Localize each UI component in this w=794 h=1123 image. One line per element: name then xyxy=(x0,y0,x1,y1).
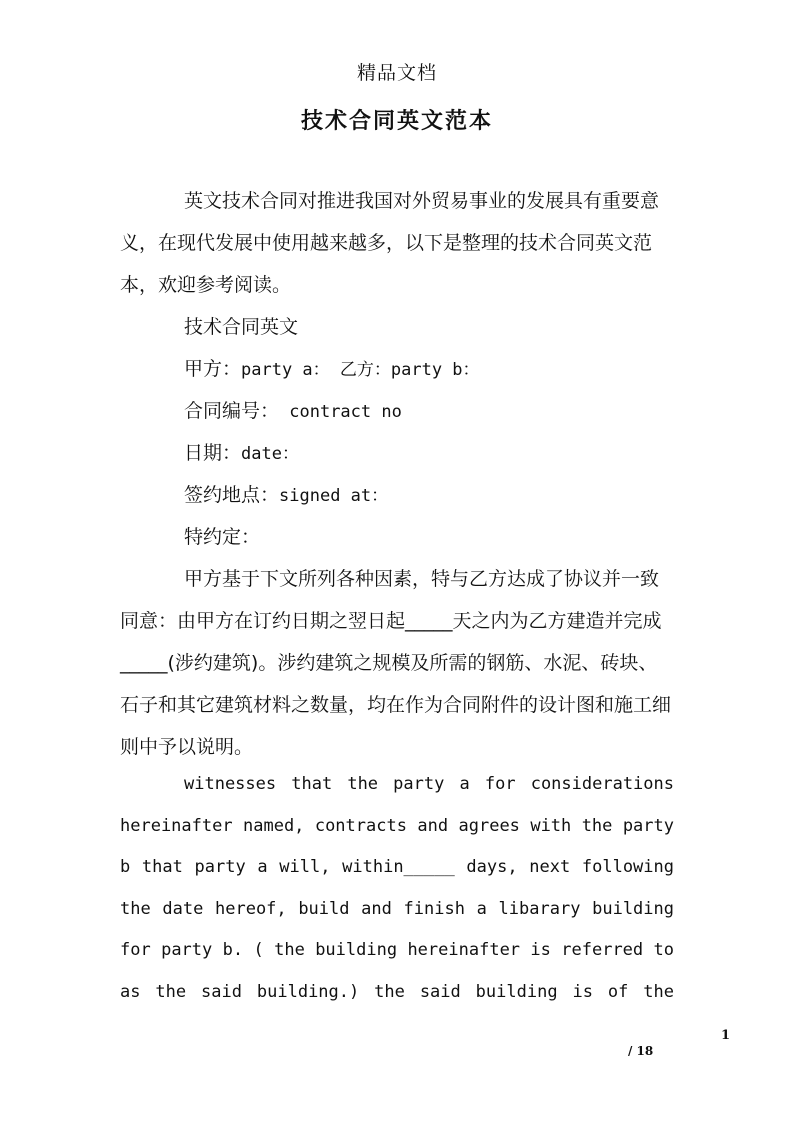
field-value: contract no xyxy=(279,402,402,422)
field-label: 甲方： xyxy=(184,358,242,380)
field-value: party a： 乙方：party b： xyxy=(241,360,480,380)
en-line: hereinafter named, contracts and agrees with the party xyxy=(120,815,674,836)
en-body-paragraph xyxy=(120,764,674,1014)
field-value: date： xyxy=(241,444,299,464)
field-label: 签约地点： xyxy=(184,484,280,506)
field-date xyxy=(184,432,299,475)
en-line: witnesses that the party a for considerations xyxy=(184,774,674,794)
page-total: / 18 xyxy=(628,1044,654,1058)
document-title: 技术合同英文范本 xyxy=(300,108,493,134)
en-line: for party b. ( the building hereinafter is referred to xyxy=(120,940,674,961)
en-line: b that party a will, within_____ days, next following xyxy=(120,857,674,878)
field-label: 日期： xyxy=(184,442,242,464)
field-parties xyxy=(184,348,480,391)
page-number: 1 xyxy=(721,1028,731,1043)
cn-body-paragraph: 甲方基于下文所列各种因素，特与乙方达成了协议并一致同意：由甲方在订约日期之翌日起_____天之内为乙方建造并完成_____(涉约建筑)。涉约建筑之规模及所需的钢筋、水泥、砖块、石子和其它建筑材料之数量，均在作为合同附件的设计图和施工细则中予以说明。 xyxy=(120,568,672,758)
header-label: 精品文档 xyxy=(356,62,437,84)
field-label: 合同编号： xyxy=(184,400,280,422)
intro-paragraph: 英文技术合同对推进我国对外贸易事业的发展具有重要意义，在现代发展中使用越来越多，以下是整理的技术合同英文范本，欢迎参考阅读。 xyxy=(120,190,660,296)
special-terms-label: 特约定： xyxy=(184,526,261,548)
en-line: the date hereof, build and finish a libarary building xyxy=(120,898,674,919)
field-signed-at xyxy=(184,474,388,517)
field-contract-no xyxy=(184,390,402,433)
field-value: signed at： xyxy=(279,486,389,506)
section-heading: 技术合同英文 xyxy=(184,316,299,338)
en-line: as the said building.) the said building is of the xyxy=(120,981,674,1002)
